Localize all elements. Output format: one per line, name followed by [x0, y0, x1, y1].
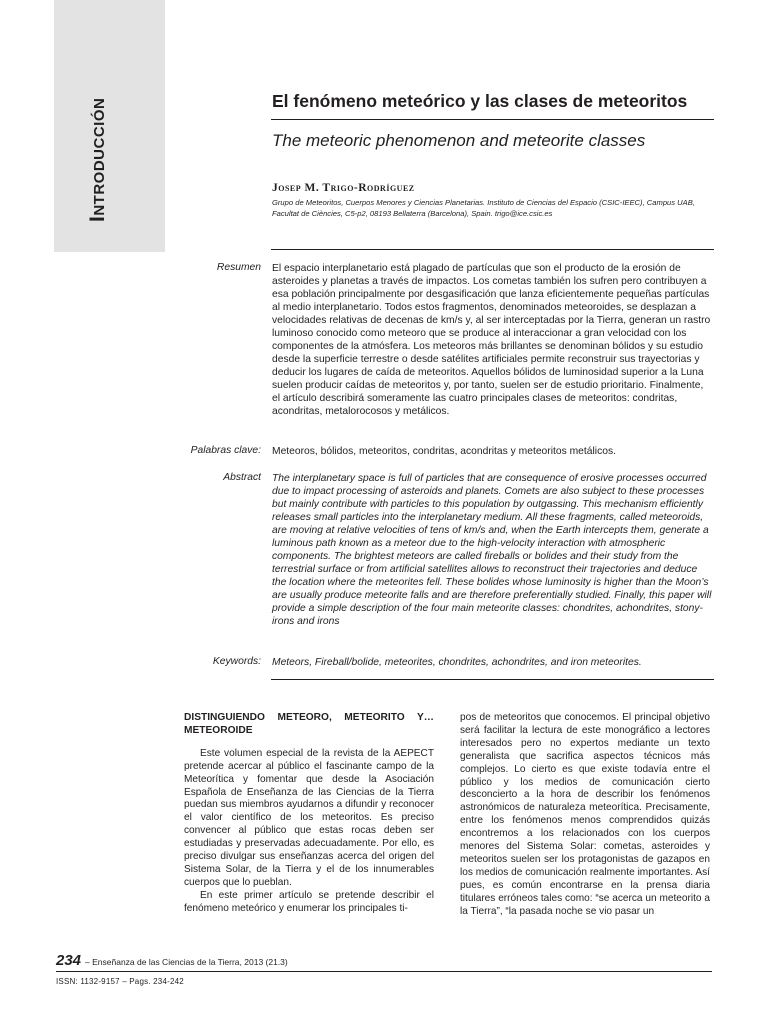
header-divider — [271, 249, 714, 250]
abstract-divider — [271, 679, 714, 680]
body-paragraph: pos de meteoritos que conocemos. El principal objetivo será facilitar la lectura de este monográfico a lectores interesados pero no expertos mediante un texto generalista que sacrifica aspectos técnicos más complejos. Lo cierto es que existe todavía entre el público y los medios de comunicación cierto desconcierto a la hora de describir los fenómenos astronómicos de naturaleza meteorítica. Precisamente, entre los fenómenos menos comprendidos quizás encontremos a los relacionados con los cuerpos menores del Sistema Solar: cometas, asteroides y meteoritos suelen ser los protagonistas de gazapos en los medios de comunicación realmente importantes. Así pues, es común encontrarse en la prensa diaria titulares erróneos tales como: “se acerca un meteorito a la Tierra”, “la pasada noche se vio pasar un — [460, 712, 710, 917]
body-paragraph: Este volumen especial de la revista de la AEPECT pretende acercar al público el fascinante campo de la Meteorítica y fomentar que desde la Asociación Española de Enseñanza de las Ciencias de la Tierra puedan sus miembros ayudarnos a difundir y reconocer el valor científico de los meteoritos. Es preciso convencer al público que estas rocas deben ser estudiadas y preservadas adecuadamente. Por ello, es preciso divulgar sus enseñanzas acerca del origen del Sistema Solar, de la Tierra y el de los innumerables cuerpos que lo pueblan. — [184, 747, 434, 888]
page-number: 234 — [56, 952, 82, 969]
author-name: Josep M. Trigo-Rodríguez — [272, 182, 415, 194]
abstract-text: The interplanetary space is full of particles that are consequence of erosive processes occurred due to impact processing of asteroids and planets. Comets are also subject to these processes but mainly contribute with particles to this population by outgassing. This mechanism efficiently releases small particles into the interplanetary medium. All these fragments, called meteoroids, are moving at relative velocities of tens of km/s and, when the Earth intercepts them, generate a luminous path known as a meteor due to the high-velocity interaction with atmospheric components. The brightest meteors are called fireballs or bolides and their study from the terrestrial surface or from artificial satellites allows to reconstruct their trajectories and deduce the location where the meteorites fell. These bolides whose luminosity is higher than the Moon’s are usually produce meteorite falls and are therefore preferentially studied. Finally, this paper will provide a simple description of the four main meteorite classes: chondrites, achondrites, stony-irons and irons — [272, 473, 712, 627]
section-label: Introducción — [86, 97, 109, 222]
page-footer — [56, 952, 288, 969]
title-divider — [271, 119, 714, 120]
palabras-clave-text: Meteoros, bólidos, meteoritos, condritas, acondritas y meteoritos metálicos. — [272, 446, 616, 457]
body-paragraph: En este primer artículo se pretende describir el fenómeno meteórico y enumerar los principales ti- — [184, 889, 434, 914]
keywords-text: Meteors, Fireball/bolide, meteorites, chondrites, achondrites, and iron meteorites. — [272, 657, 642, 668]
resumen-text: El espacio interplanetario está plagado de partículas que son el producto de la erosión de asteroides y planetas a través de impactos. Los cometas también los sufren pero contribuyen a esa población principalmente por desgasificación que lanza eficientemente pequeñas partículas al medio interplanetario. Todos estos fragmentos, denominados meteoroides, se desplazan a velocidades relativas de decenas de km/s y, al ser interceptadas por la Tierra, generan un rastro luminoso conocido como meteoro que se produce al interaccionar a gran velocidad con los componentes de la atmósfera. Los meteoros más brillantes se denominan bólidos y su estudio desde la superficie terrestre o desde satélites artificiales permite reconstruir sus trayectorias y deducir los lugares de caída de meteoritos. Aquellos bólidos de luminosidad superior a la Luna suelen producir caídas de meteoritos y, por tanto, suelen ser de estudio prioritario. Finalmente, el artículo describirá someramente las cuatro principales clases de meteoritos: condritas, acondritas, metalorocosos y metálicos. — [272, 263, 711, 417]
resumen-label: Resumen — [216, 262, 261, 273]
body-column-left — [184, 712, 434, 916]
body-column-right — [460, 712, 710, 919]
keywords-label: Keywords: — [212, 656, 261, 667]
section-heading: DISTINGUIENDO METEORO, METEORITO Y… METEOROIDE — [184, 712, 434, 736]
journal-reference: – Enseñanza de las Ciencias de la Tierra, 2013 (21.3) — [85, 957, 288, 967]
palabras-clave-label: Palabras clave: — [190, 445, 261, 456]
issn-line: ISSN: 1132-9157 – Pags. 234-242 — [56, 977, 184, 986]
article-title: El fenómeno meteórico y las clases de meteoritos — [272, 91, 688, 111]
abstract-label: Abstract — [223, 472, 261, 483]
author-affiliation: Grupo de Meteoritos, Cuerpos Menores y Ciencias Planetarias. Instituto de Ciencias del Espacio (CSIC-IEEC), Campus UAB, Facultat de Ciències, C5-p2, 08193 Bellaterra (Barcelona), Spain. trigo@ice.csic.es — [272, 198, 695, 218]
article-subtitle: The meteoric phenomenon and meteorite classes — [272, 131, 646, 150]
footer-divider — [56, 971, 712, 972]
